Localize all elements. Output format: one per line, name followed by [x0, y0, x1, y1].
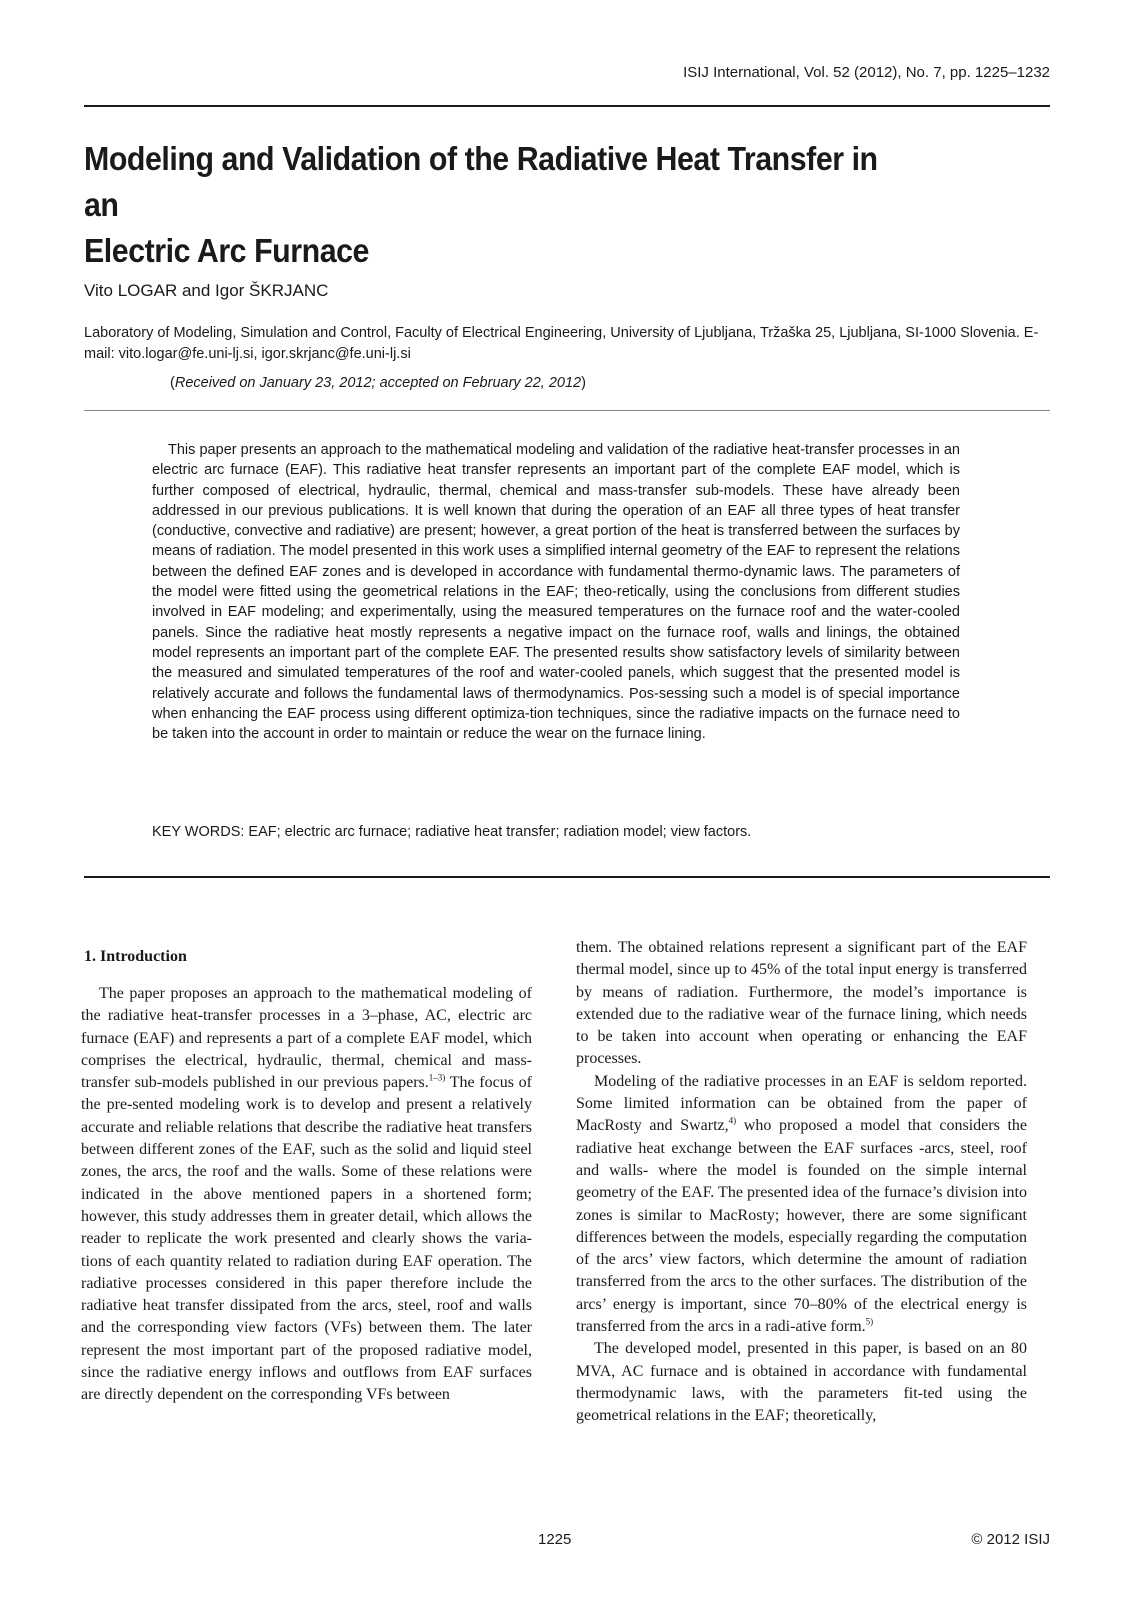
- received-open-paren: (: [170, 375, 175, 391]
- intro-paragraph-2: [576, 1071, 1027, 1339]
- abstract-top-rule: [84, 410, 1050, 411]
- intro-text-part-2: The focus of the pre-sented modeling work is to develop and present a relatively accurate and reliable relations that describe the radiative heat transfers between different zones of the EAF, such as the solid and liquid steel zones, the arcs, the roof and the walls. Some of these relations were indicated in the above mentioned papers in a shortened form; however, this study addresses them in greater detail, which allows the reader to replicate the work presented and clearly shows the varia-tions of each quantity related to radiation during EAF operation. The radiative processes considered in this paper therefore include the radiative heat transfer dissipated from the arcs, steel, roof and walls and the corresponding view factors (VFs) between them. The later represent the most important part of the proposed radiative model, since the radiative energy inflows and outflows from EAF surfaces are directly dependent on the corresponding VFs between: [81, 1074, 532, 1404]
- abstract-bottom-rule: [84, 876, 1050, 878]
- reference-marker: 4): [728, 1116, 737, 1127]
- journal-citation: ISIJ International, Vol. 52 (2012), No. 7, pp. 1225–1232: [683, 64, 1050, 81]
- paper-title-line-1: Modeling and Validation of the Radiative Heat Transfer in an: [84, 140, 878, 223]
- right-column: [576, 937, 1027, 1428]
- copyright-notice: © 2012 ISIJ: [971, 1531, 1050, 1548]
- affiliation: Laboratory of Modeling, Simulation and Control, Faculty of Electrical Engineering, University of Ljubljana, Tržaška 25, Ljubljana, SI-1000 Slovenia. E-mail: vito.logar@fe.uni-lj.si, igor.skrjanc@fe.uni-lj.si: [84, 325, 1039, 362]
- keywords: KEY WORDS: EAF; electric arc furnace; radiative heat transfer; radiation model; view factors.: [152, 824, 752, 840]
- paper-title: [84, 136, 912, 274]
- intro-paragraph-continued: them. The obtained relations represent a significant part of the EAF thermal model, since up to 45% of the total input energy is transferred by means of radiation. Furthermore, the model’s importance is extended due to the radiative wear of the furnace lining, which needs to be taken into account when operating or enhancing the EAF processes.: [576, 939, 1027, 1068]
- reference-marker: 1–3): [428, 1072, 446, 1083]
- received-text: Received on January 23, 2012; accepted on February 22, 2012: [174, 375, 582, 391]
- left-column: [81, 983, 532, 1407]
- intro-text-part-3: Modeling of the radiative processes in an EAF is seldom reported. Some limited information can be obtained from the paper of MacRosty and Swartz,: [576, 1072, 1027, 1135]
- page-number: 1225: [538, 1531, 572, 1548]
- paper-title-line-2: Electric Arc Furnace: [84, 232, 369, 269]
- intro-paragraph-3: The developed model, presented in this paper, is based on an 80 MVA, AC furnace and is obtained in accordance with fundamental thermodynamic laws, with the parameters fit-ted using the geometrical relations in the EAF; theoretically,: [576, 1340, 1027, 1425]
- intro-text-part-4: who proposed a model that considers the radiative heat exchange between the EAF surfaces -arcs, steel, roof and walls- where the model is founded on the simple internal geometry of the EAF. The presented idea of the furnace’s division into zones is similar to MacRosty; however, there are some significant differences between the models, especially regarding the computation of the arcs’ view factors, which determine the amount of radiation transferred from the arcs to the other surfaces. The distribution of the arcs’ energy is important, since 70–80% of the electrical energy is transferred from the arcs in a radi-ative form.: [576, 1117, 1027, 1336]
- intro-paragraph-1: [81, 983, 532, 1407]
- received-dates: [170, 375, 586, 391]
- header-rule: [84, 105, 1050, 107]
- reference-marker: 5): [865, 1316, 874, 1327]
- received-close-paren: ): [581, 375, 586, 391]
- intro-text-part-1: The paper proposes an approach to the mathematical modeling of the radiative heat-transfer processes in a 3–phase, AC, electric arc furnace (EAF) and represents a part of a complete EAF model, which comprises the electrical, hydraulic, thermal, chemical and mass-transfer sub-models published in our previous papers.: [81, 985, 532, 1092]
- authors: Vito LOGAR and Igor ŠKRJANC: [84, 281, 329, 300]
- section-heading-introduction: 1. Introduction: [84, 948, 187, 965]
- abstract: This paper presents an approach to the mathematical modeling and validation of the radiative heat-transfer processes in an electric arc furnace (EAF). This radiative heat transfer represents an important part of the complete EAF model, which is further composed of electrical, hydraulic, thermal, chemical and mass-transfer sub-models. These have already been addressed in our previous publications. It is well known that during the operation of an EAF all three types of heat transfer (conductive, convective and radiative) are present; however, a great portion of the heat is transferred between the surfaces by means of radiation. The model presented in this work uses a simplified internal geometry of the EAF to represent the relations between the defined EAF zones and is developed in accordance with fundamental thermo-dynamic laws. The parameters of the model were fitted using the geometrical relations in the EAF; theo-retically, using the conclusions from different studies involved in EAF modeling; and experimentally, using the measured temperatures on the furnace roof and the water-cooled panels. Since the radiative heat mostly represents a negative impact on the furnace roof, walls and linings, the obtained model represents an important part of the complete EAF. The presented results show satisfactory levels of similarity between the measured and simulated temperatures of the roof and water-cooled panels, which suggest that the presented model is relatively accurate and follows the fundamental laws of thermodynamics. Pos-sessing such a model is of special importance when enhancing the EAF process using different optimiza-tion techniques, since the radiative impacts on the furnace need to be taken into the account in order to maintain or reduce the wear on the furnace lining.: [152, 442, 960, 743]
